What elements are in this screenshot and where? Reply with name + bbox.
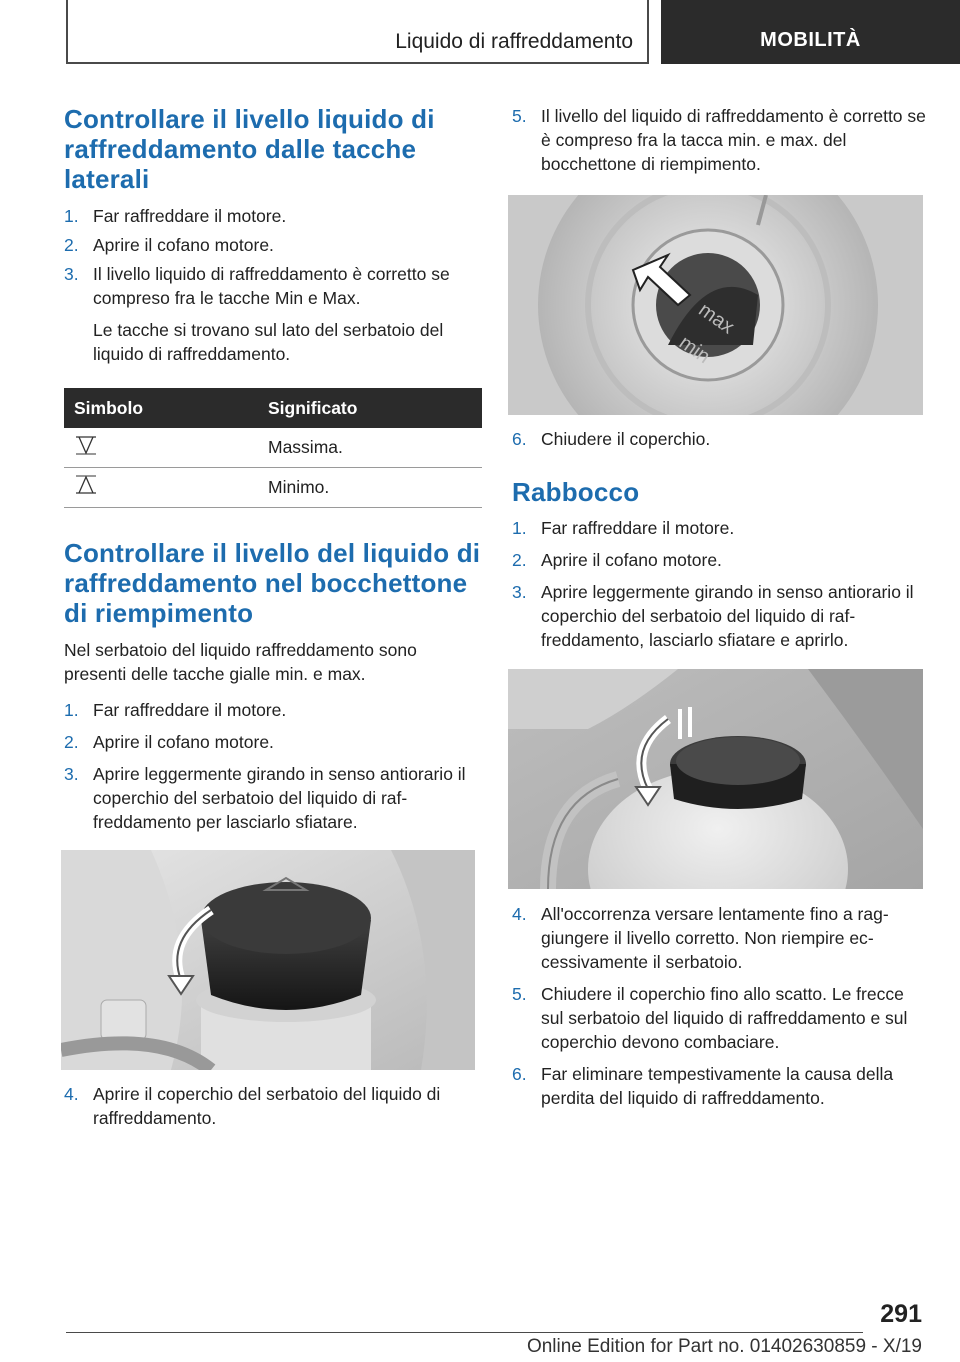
list-item: [512, 580, 926, 652]
tank-cap-illustration: [61, 850, 475, 1070]
steps-filler-neck: [64, 698, 482, 834]
step-number: 2.: [64, 235, 79, 255]
list-item: [64, 698, 482, 722]
step-number: 2.: [64, 732, 79, 752]
table-cell-meaning: Minimo.: [268, 468, 482, 508]
table-cell-symbol: [64, 428, 268, 468]
right-column: [512, 427, 926, 652]
header-section-tab[interactable]: [661, 0, 960, 64]
step-number: 3.: [512, 582, 527, 602]
step-number: 1.: [64, 700, 79, 720]
list-item: [64, 233, 482, 257]
step-text: Aprire il cofano motore.: [93, 235, 274, 255]
list-item: [512, 982, 926, 1054]
steps-open-cap: [64, 1082, 482, 1130]
photo-tank-cap: [61, 850, 475, 1070]
filler-min-label: min: [674, 331, 715, 369]
step-text: Il livello del liquido di raffreddamento è corretto se è compreso fra la tacca min. e max. del bocchettone di riempimento.: [541, 106, 926, 174]
header-title-box: [66, 0, 649, 64]
table-header-meaning: Significato: [268, 388, 482, 428]
filler-neck-illustration: [508, 195, 923, 415]
heading-filler-neck: Controllare il livello del liquido di raffreddamento nel bocchettone di riempimento: [64, 538, 481, 628]
list-item: [512, 1062, 926, 1110]
step-text: Aprire il cofano motore.: [541, 550, 722, 570]
list-item: [512, 427, 926, 451]
step-text: Chiudere il coperchio.: [541, 429, 711, 449]
list-item: [64, 262, 482, 366]
step-text: Il livello liquido di raffreddamento è corretto se compreso fra le tacche Min e Max.: [93, 264, 450, 308]
intro-filler-neck: Nel serbatoio del liquido raffreddamento sono presenti delle tacche gialle min. e max.: [64, 640, 417, 684]
list-item: [512, 516, 926, 540]
step-text: Far raffreddare il motore.: [93, 206, 287, 226]
step-number: 4.: [512, 904, 527, 924]
table-cell-meaning: Massima.: [268, 428, 482, 468]
list-item: [64, 762, 482, 834]
step-text: Chiudere il coperchio fino allo scatto. Le frecce sul serbatoio del liquido di raffreddamento e sul coperchio devono combaciare.: [541, 984, 908, 1052]
steps-topping-up: [512, 516, 926, 652]
table-row: [64, 468, 482, 508]
step-number: 5.: [512, 106, 527, 126]
reservoir-cap-illustration: [508, 669, 923, 889]
heading-side-marks: Controllare il livello liquido di raffreddamento dalle tacche laterali: [64, 104, 435, 194]
step-number: 6.: [512, 429, 527, 449]
table-header-row: [64, 388, 482, 428]
step-text: All'occorrenza versare lentamente fino a raggiungere il livello corretto. Non riempire eccessivamente il serbatoio.: [541, 904, 889, 972]
step-number: 1.: [512, 518, 527, 538]
step-text: Aprire leggermente girando in senso antiorario il coperchio del serbatoio del liquido di raffreddamento per lasciarlo sfiatare.: [93, 764, 466, 832]
table-cell-symbol: [64, 468, 268, 508]
step-text: Aprire leggermente girando in senso antiorario il coperchio del serbatoio del liquido di raffreddamento, lasciarlo sfiatare e aprirlo.: [541, 582, 914, 650]
header-title: Liquido di raffreddamento: [395, 30, 633, 53]
heading-topping-up: Rabbocco: [512, 477, 640, 507]
max-mark-icon: [74, 433, 98, 457]
list-item: [64, 204, 482, 228]
step-number: 1.: [64, 206, 79, 226]
header-section-label: MOBILITÀ: [760, 29, 861, 51]
steps-close-cap: [512, 427, 926, 451]
symbol-table: [64, 388, 482, 508]
min-mark-icon: [74, 473, 98, 497]
step-number: 4.: [64, 1084, 79, 1104]
page-number: 291: [880, 1300, 922, 1328]
step-number: 2.: [512, 550, 527, 570]
table-header-symbol: Simbolo: [64, 388, 268, 428]
footer-edition: Online Edition for Part no. 01402630859 - X/19: [526, 1336, 922, 1357]
step-number: 3.: [64, 764, 79, 784]
photo-filler-neck: [508, 195, 923, 415]
step-text: Far eliminare tempestivamente la causa della perdita del liquido di raffreddamento.: [541, 1064, 894, 1108]
list-item: [64, 730, 482, 754]
step-number: 6.: [512, 1064, 527, 1084]
list-item: [512, 548, 926, 572]
step-text: Aprire il cofano motore.: [93, 732, 274, 752]
step-number: 3.: [64, 264, 79, 284]
table-row: [64, 428, 482, 468]
list-item: [512, 104, 926, 176]
step-number: 5.: [512, 984, 527, 1004]
steps-side-marks: [64, 204, 482, 366]
steps-level-correct: [512, 104, 926, 176]
filler-max-label: max: [694, 298, 739, 339]
list-item: [64, 1082, 482, 1130]
step-text: Far raffreddare il motore.: [93, 700, 287, 720]
list-item: [512, 902, 926, 974]
footer-rule: [66, 1332, 863, 1333]
photo-reservoir-cap: [508, 669, 923, 889]
left-column: [64, 104, 482, 834]
step-text: Aprire il coperchio del serbatoio del liquido di raffreddamento.: [93, 1084, 441, 1128]
steps-refill: [512, 902, 926, 1110]
step-text: Far raffreddare il motore.: [541, 518, 735, 538]
step-note: Le tacche si trovano sul lato del serbatoio del liquido di raffreddamento.: [93, 320, 444, 364]
